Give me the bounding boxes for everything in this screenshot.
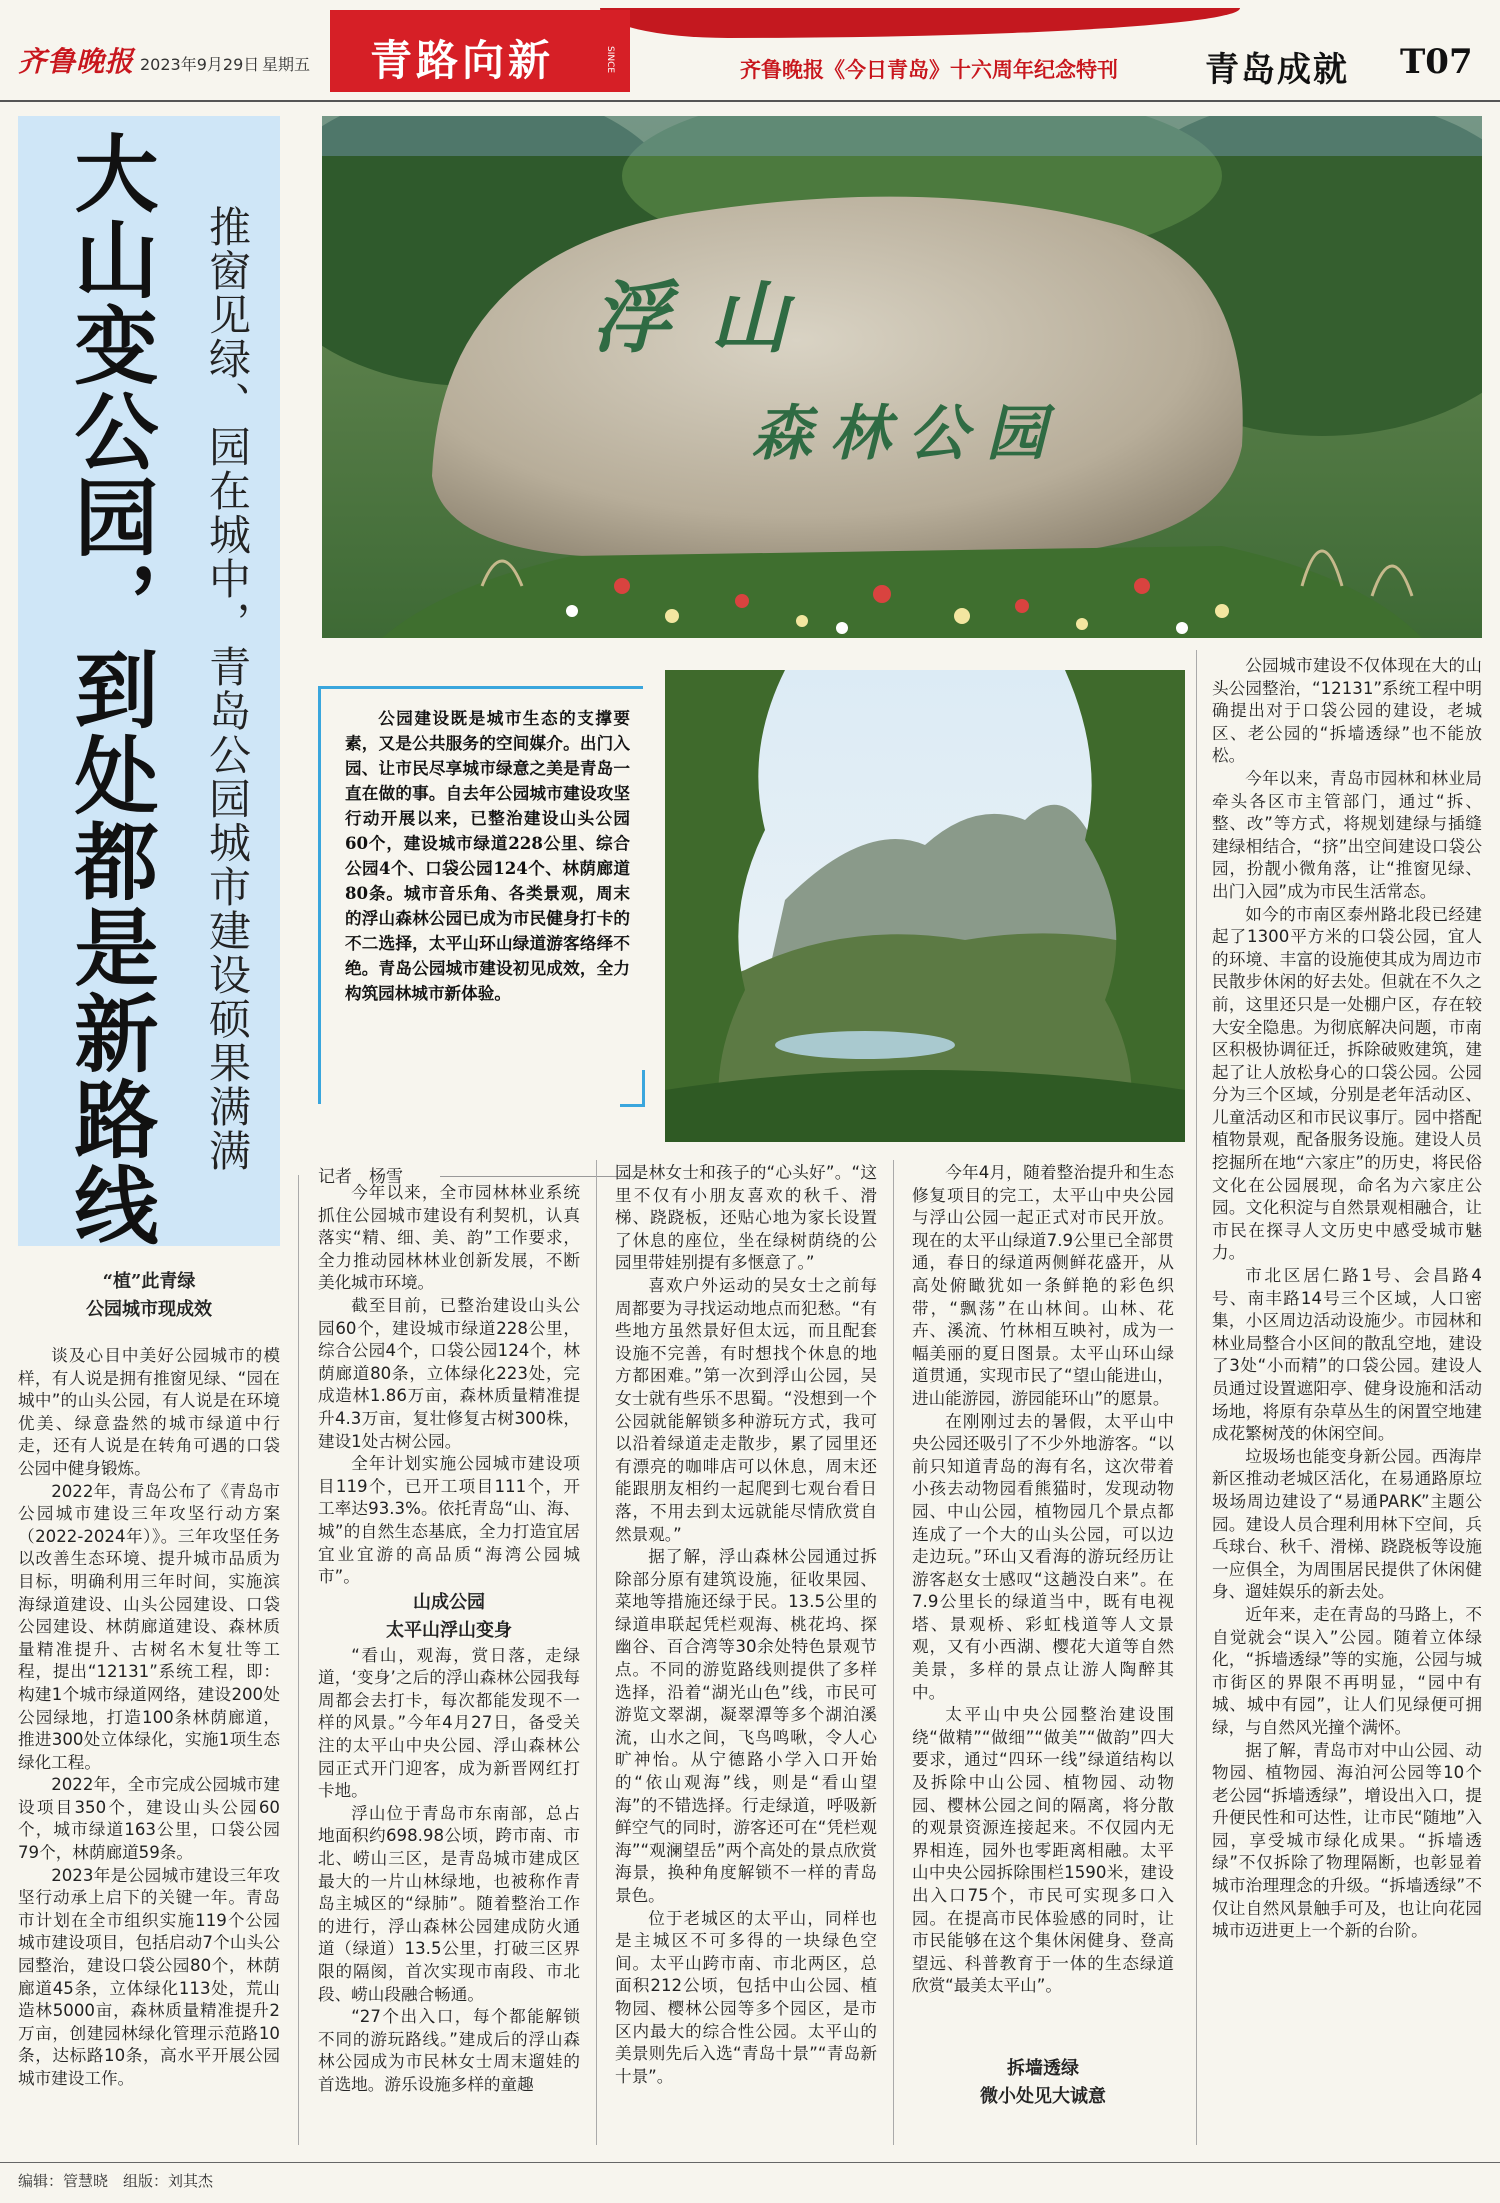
issue-weekday: 星期五: [262, 55, 311, 74]
col4-heading: [912, 2055, 1174, 2111]
rock-carving-fushan: 浮山: [592, 273, 829, 364]
headline-sub: 推窗见绿、园在城中，青岛公园城市建设硕果满满: [203, 205, 252, 1173]
paragraph: 2023年是公园城市建设三年攻坚行动承上启下的关键一年。青岛市计划在全市组织实施119个公园城市建设项目，包括启动7个山头公园整治，建设口袋公园80个，林荫廊道45条，立体绿化113处，荒山造林5000亩，森林质量精准提升2万亩，创建园林绿化管理示范路10条，达标路10条，高水平开展公园城市建设工作。: [18, 1865, 280, 2088]
paragraph: 谈及心目中美好公园城市的模样，有人说是拥有推窗见绿、“园在城中”的山头公园，有人说是在环境优美、绿意盎然的城市绿道中行走，还有人说是在转角可遇的口袋公园中健身锻炼。: [18, 1346, 280, 1478]
photo-mountain-art: [665, 670, 1185, 1142]
paragraph: 截至目前，已整治建设山头公园60个，建设城市绿道228公里，综合公园4个，口袋公园124个，林荫廊道80条，立体绿化223处，完成造林1.86万亩，森林质量精准提升4.3万亩，复壮修复古树300株，建设1处古树公园。: [318, 1295, 580, 1451]
paragraph: 公园城市建设不仅体现在大的山头公园整治，“12131”系统工程中明确提出对于口袋公园的建设，老城区、老公园的“拆墙透绿”也不能放松。: [1212, 656, 1482, 766]
brand-title: 青路向新: [370, 36, 555, 85]
paragraph: 今年以来，青岛市园林和林业局牵头各区市主管部门，通过“拆、整、改”等方式，将规划建绿与插缝建绿相结合，“挤”出空间建设口袋公园，扮靓小微角落，让“推窗见绿、出门入园”成为市民生活常态。: [1212, 768, 1482, 901]
subheading: 公园城市现成效: [86, 1299, 212, 1320]
photo-fushan-rock-art: [322, 116, 1482, 638]
article-column-1: [18, 1345, 280, 2091]
paragraph: “27个出入口，每个都能解锁不同的游玩路线。”建成后的浮山森林公园成为市民林女士周末遛娃的首选地。游乐设施多样的童趣: [318, 2007, 580, 2094]
paragraph: 太平山中央公园整治建设围绕“做精”“做细”“做美”“做韵”四大要求，通过“四环一线”绿道结构以及拆除中山公园、植物园、动物园、樱林公园之间的隔离，将分散的观景资源连接起来。不仅园内无界相连，园外也零距离相融。太平山中央公园拆除围栏1590米，建设出入口75个，市民可实现多口入园。在提高市民体验感的同时，让市民能够在这个集休闲健身、登高望远、科普教育于一体的生态绿道欣赏“最美太平山”。: [912, 1705, 1174, 1996]
paragraph: 今年以来，全市园林林业系统抓住公园城市建设有利契机，认真落实“精、细、美、韵”工作要求，全力推动园林林业创新发展，不断美化城市环境。: [318, 1183, 580, 1293]
subheading: “植”此青绿: [102, 1271, 196, 1292]
column-divider: [1196, 650, 1197, 2145]
special-issue-label: 齐鲁晚报《今日青岛》十六周年纪念特刊: [740, 58, 1118, 82]
editor-credits: 编辑：管慧晓 组版：刘其杰: [18, 2172, 214, 2190]
paragraph: 今年4月，随着整治提升和生态修复项目的完工，太平山中央公园与浮山公园一起正式对市民开放。现在的太平山绿道7.9公里已全部贯通，春日的绿道两侧鲜花盛开，从高处俯瞰犹如一条鲜艳的彩色织带，“飘荡”在山林间。山林、花卉、溪流、竹林相互映衬，成为一幅美丽的夏日图景。太平山环山绿道贯通，实现市民了“望山能进山，进山能游园，游园能环山”的愿景。: [912, 1163, 1174, 1408]
paragraph: 市北区居仁路1号、会昌路4号、南丰路14号三个区域，人口密集，小区周边活动设施少。市园林和林业局整合小区间的散乱空地，建设了3处“小而精”的口袋公园。建设人员通过设置遮阳亭、健身设施和活动场地，将原有杂草丛生的闲置空地建成花繁树茂的休闲空间。: [1212, 1266, 1482, 1444]
brand-since: SINCE: [605, 46, 615, 74]
col1-heading: [18, 1268, 280, 1324]
subheading: 太平山浮山变身: [386, 1619, 512, 1641]
byline: 记者 杨雪: [318, 1167, 403, 1187]
paragraph: 在刚刚过去的暑假，太平山中央公园还吸引了不少外地游客。“以前只知道青岛的海有名，这次带着小孩去动物园看熊猫时，发现动物园、中山公园，植物园几个景点都连成了一个大的山头公园，可以边走边玩。”环山又看海的游玩经历让游客赵女士感叹“这趟没白来”。在7.9公里长的绿道当中，既有电视塔、景观桥、彩虹栈道等人文景观，又有小西湖、樱花大道等自然美景，多样的景点让游人陶醉其中。: [912, 1411, 1174, 1702]
rock-carving-park: 森林公园: [752, 399, 1064, 469]
column-divider: [893, 1160, 894, 2145]
issue-date: 2023年9月29日: [140, 55, 260, 74]
paragraph: 2022年，青岛公布了《青岛市公园城市建设三年攻坚行动方案（2022-2024年）》。三年攻坚任务以改善生态环境、提升城市品质为目标，明确利用三年时间，实施滨海绿道建设、山头公园建设、口袋公园建设、林荫廊道建设、森林质量精准提升、古树名木复壮等工程，提出“12131”系统工程，即：构建1个城市绿道网络，建设200处公园绿地，打造100条林荫廊道，推进300处立体绿化，实施1项生态绿化工程。: [18, 1481, 280, 1772]
subheading: 微小处见大诚意: [980, 2086, 1106, 2107]
article-column-3: [615, 1162, 877, 2088]
paragraph: 浮山位于青岛市东南部，总占地面积约698.98公顷，跨市南、市北、崂山三区，是青岛城市建成区最大的一片山林绿地，也被称作青岛主城区的“绿肺”。随着整治工作的进行，浮山森林公园建成防火通道（绿道）13.5公里，打破三区界限的隔阂，首次实现市南段、市北段、崂山段融合畅通。: [318, 1803, 580, 2004]
article-column-2: [318, 1182, 580, 2097]
photo-fushan-rock: [322, 116, 1482, 638]
byline-rule: [440, 1176, 640, 1177]
article-column-4: [912, 1162, 1174, 1998]
paragraph: 据了解，浮山森林公园通过拆除部分原有建筑设施，征收果园、菜地等措施还绿于民。13.5公里的绿道串联起凭栏观海、桃花坞、探幽谷、百合湾等30余处特色景观节点。不同的游览路线则提供了多样选择，沿着“湖光山色”线，市民可游览文翠湖，凝翠潭等多个湖泊溪流，山水之间，飞鸟鸣啾，令人心旷神怡。从宁德路小学入口开始的“依山观海”线，则是“看山望海”的不错选择。行走绿道，呼吸新鲜空气的同时，游客还可在“凭栏观海”“观澜望岳”两个高处的景点欣赏海景，换种角度解锁不一样的青岛景色。: [615, 1547, 877, 1905]
paragraph: 全年计划实施公园城市建设项目119个，已开工项目111个，开工率达93.3%。依托青岛“山、海、城”的自然生态基底，全力打造宜居宜业宜游的高品质“海湾公园城市”。: [318, 1454, 580, 1587]
header-rule: [0, 100, 1500, 102]
banner-swoosh: [600, 8, 1240, 38]
paragraph: 喜欢户外运动的吴女士之前每周都要为寻找运动地点而犯愁。“有些地方虽然景好但太远，而且配套设施不完善，有时想找个休息的地方都困难。”第一次到浮山公园，吴女士就有些乐不思蜀。“没想到一个公园就能解锁多种游玩方式，我可以沿着绿道走走散步，累了园里还有漂亮的咖啡店可以休息，周末还能跟朋友相约一起爬到七观台看日落，不用去到太远就能尽情欣赏自然景观。”: [615, 1275, 877, 1544]
paragraph: 据了解，青岛市对中山公园、动物园、植物园、海泊河公园等10个老公园“拆墙透绿”，增设出入口，提升便民性和可达性，让市民“随地”入园，享受城市绿化成果。“拆墙透绿”不仅拆除了物理隔断，也彰显着城市治理理念的升级。“拆墙透绿”不仅让自然风景触手可及，也让向花园城市迈进更上一个新的台阶。: [1212, 1740, 1482, 1941]
column-divider: [596, 1160, 597, 2145]
page-number: T07: [1400, 42, 1473, 82]
headline-main: 大山变公园，到处都是新路线: [61, 130, 160, 1248]
paragraph: 垃圾场也能变身新公园。西海岸新区推动老城区活化，在易通路原垃圾场周边建设了“易通PARK”主题公园。建设人员合理利用林下空间，兵乓球台、秋千、滑梯、跷跷板等设施一应俱全，为周围居民提供了休闲健身、遛娃娱乐的新去处。: [1212, 1446, 1482, 1602]
subheading: 拆墙透绿: [1007, 2058, 1079, 2079]
paragraph: 如今的市南区泰州路北段已经建起了1300平方米的口袋公园，宜人的环境、丰富的设施使其成为周边市民散步休闲的好去处。但就在不久之前，这里还只是一处棚户区，存在较大安全隐患。为彻底解决问题，市南区积极协调征迁，拆除破败建筑，建起了让人放松身心的口袋公园。公园分为三个区域，分别是老年活动区、儿童活动区和市民议事厅。园中搭配植物景观，配备服务设施。建设人员挖掘所在地“六家庄”的历史，将民俗文化在公园展现，命名为六家庄公园。文化积淀与自然景观相融合，让市民在探寻人文历史中感受城市魅力。: [1212, 904, 1482, 1263]
masthead-logo: 齐鲁晚报: [18, 45, 135, 78]
paragraph: 位于老城区的太平山，同样也是主城区不可多得的一块绿色空间。太平山跨市南、市北两区，总面积212公顷，包括中山公园、植物园、樱林公园等多个园区，是市区内最大的综合性公园。太平山的美景则先后入选“青岛十景”“青岛新十景”。: [615, 1908, 877, 2086]
paragraph: 园是林女士和孩子的“心头好”。“这里不仅有小朋友喜欢的秋千、滑梯、跷跷板，还贴心地为家长设置了休息的座位，坐在绿树荫绕的公园里带娃别提有多惬意了。”: [615, 1163, 877, 1273]
section-name: 青岛成就: [1205, 50, 1349, 90]
paragraph: 2022年，全市完成公园城市建设项目350个，建设山头公园60个，城市绿道163公里，口袋公园79个，林荫廊道59条。: [18, 1775, 280, 1863]
photo-mountain-view: [665, 670, 1185, 1142]
summary-lede: 公园建设既是城市生态的支撑要素，又是公共服务的空间媒介。出门入园、让市民尽享城市绿意之美是青岛一直在做的事。自去年公园城市建设攻坚行动开展以来，已整治建设山头公园60个，建设城市绿道228公里、综合公园4个、口袋公园124个、林荫廊道80条。城市音乐角、各类景观，周末的浮山森林公园已成为市民健身打卡的不二选择，太平山环山绿道游客络绎不绝。青岛公园城市建设初见成效，全力构筑园林城市新体验。: [345, 708, 630, 1003]
paragraph: “看山，观海，赏日落，走绿道，‘变身’之后的浮山森林公园我每周都会去打卡，每次都能发现不一样的风景。”今年4月27日，备受关注的太平山中央公园、浮山森林公园正式开门迎客，成为新晋网红打卡地。: [318, 1645, 580, 1801]
paragraph: 近年来，走在青岛的马路上，不自觉就会“误入”公园。随着立体绿化，“拆墙透绿”等的实施，公园与城市街区的界限不再明显，“园中有城、城中有园”，让人们见绿便可拥绿，与自然风光撞个满怀。: [1212, 1604, 1482, 1737]
summary-frame-corner: [620, 1070, 645, 1107]
footer-rule: [0, 2162, 1500, 2163]
column-divider: [298, 1175, 299, 2145]
subheading: 山成公园: [413, 1591, 485, 1613]
article-column-5: [1212, 655, 1482, 1943]
